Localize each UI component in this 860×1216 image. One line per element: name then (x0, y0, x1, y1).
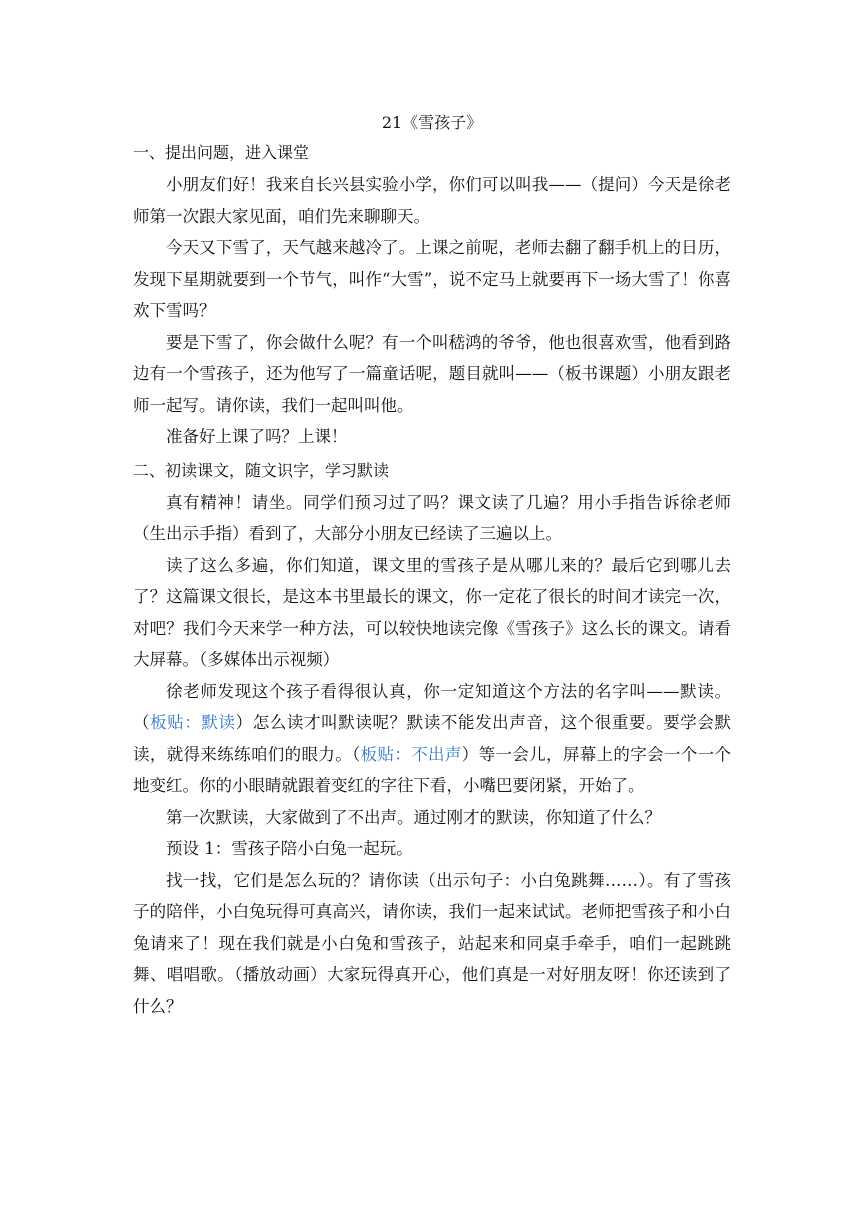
board-note-silent-reading: 板贴：默读 (150, 713, 236, 732)
paragraph-preset-1: 预设 1：雪孩子陪小白兔一起玩。 (166, 839, 413, 858)
paragraph-play-together: 找一找，它们是怎么玩的？请你读（出示句子：小白兔跳舞……）。有了雪孩子的陪伴，小白兔玩得可真高兴，请你读，我们一起来试试。老师把雪孩子和小白兔请来了！现在我们就是小白兔和雪孩子，站起来和同桌手牵手，咱们一起跳跳舞、唱唱歌。（播放动画）大家玩得真开心，他们真是一对好朋友呀！你还读到了什么？ (133, 870, 731, 1016)
section-heading-1: 一、提出问题，进入课堂 (133, 143, 310, 162)
board-note-no-sound: 板贴：不出声 (360, 744, 462, 764)
document-page (133, 111, 731, 1022)
silent-reading-practice: ）等一会儿，屏幕上的字会一个一个地变红。你的小眼睛就跟着变红的字往下看，小嘴巴要闭紧，开始了。 (133, 744, 732, 795)
paragraph-preview-check: 真有精神！请坐。同学们预习过了吗？课文读了几遍？用小手指告诉徐老师（生出示手指）看到了，大部分小朋友已经读了三遍以上。 (133, 492, 731, 543)
paragraph-greeting: 小朋友们好！我来自长兴县实验小学，你们可以叫我——（提问）今天是徐老师第一次跟大家见面，咱们先来聊聊天。 (133, 175, 731, 226)
paragraph-weather: 今天又下雪了，天气越来越冷了。上课之前呢，老师去翻了翻手机上的日历，发现下星期就要到一个节气，叫作“大雪”，说不定马上就要再下一场大雪了！你喜欢下雪吗？ (133, 238, 731, 320)
paren-open: （ (133, 713, 151, 732)
silent-reading-intro: 徐老师发现这个孩子看得很认真，你一定知道这个方法的名字叫——默读。 (166, 681, 731, 701)
paragraph-start-class: 准备好上课了吗？上课！ (166, 427, 348, 446)
lesson-title: 21《雪孩子》 (381, 113, 483, 132)
section-heading-2: 二、初读课文，随文识字，学习默读 (133, 460, 390, 480)
paragraph-reading-method: 读了这么多遍，你们知道，课文里的雪孩子是从哪儿来的？最后它到哪儿去了？这篇课文很长，是这本书里最长的课文，你一定花了很长的时间才读完一次，对吧？我们今天来学一种方法，可以较快地读完像《雪孩子》这么长的课文。请看大屏幕。（多媒体出示视频） (133, 555, 731, 669)
paragraph-silent-reading (133, 676, 731, 802)
paragraph-first-reading: 第一次默读，大家做到了不出声。通过刚才的默读，你知道了什么？ (166, 807, 661, 827)
paragraph-snow-child-intro: 要是下雪了，你会做什么呢？有一个叫嵇鸿的爷爷，他也很喜欢雪，他看到路边有一个雪孩子，还为他写了一篇童话呢，题目就叫——（板书课题）小朋友跟老师一起写。请你读，我们一起叫叫他。 (133, 332, 731, 415)
silent-reading-explain: ）怎么读才叫默读呢？默读不能发出声音，这个很重要。要学会默读，就得来练练咱们的眼力。（ (133, 713, 732, 764)
